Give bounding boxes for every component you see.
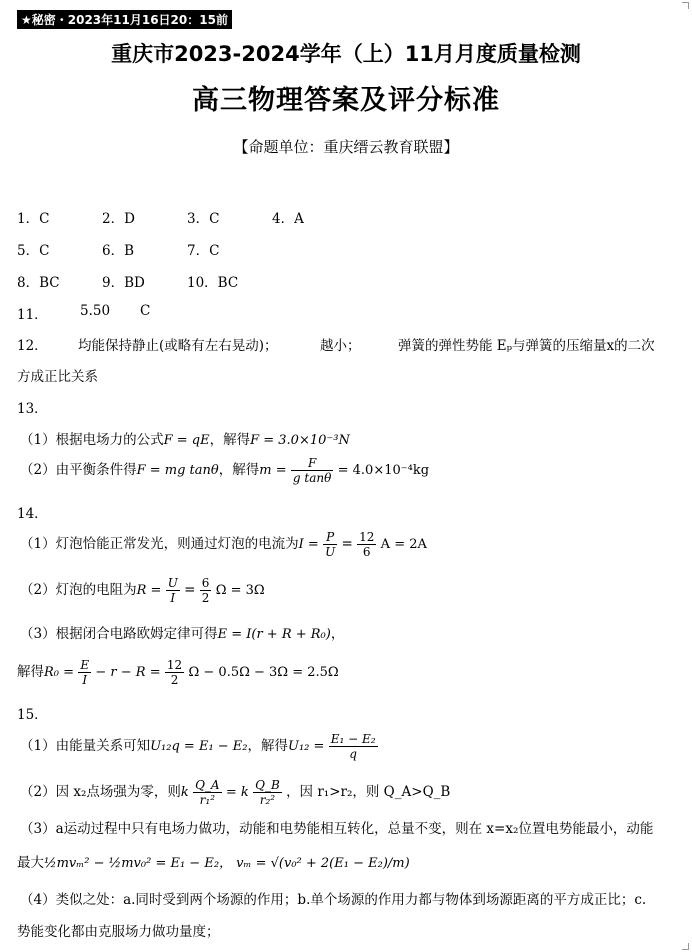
secret-mark: ★秘密・2023年11月16日20：15前 <box>17 10 232 29</box>
corner-mark-bottom <box>682 943 689 950</box>
answer-title: 高三物理答案及评分标准 <box>192 85 500 116</box>
answer-9: 9．BD <box>102 275 145 291</box>
q15-number: 15． <box>17 707 48 723</box>
corner-mark-top <box>682 2 689 9</box>
q12-answer-3: 弹簧的弹性势能 Eₚ与弹簧的压缩量x的二次 <box>398 338 655 354</box>
q15-part1: （1）由能量关系可知U₁₂q = E₁ − E₂，解得U₁₂ = $\frac{\text{E₁ − E₂}}{q}$ <box>20 732 376 761</box>
q14-part1: （1）灯泡恰能正常发光，则通过灯泡的电流为I = $\frac{P}{U}$ = $\frac{12}{6}$ A = 2A <box>20 530 427 559</box>
q12-number: 12． <box>17 338 48 354</box>
q14-part3: （3）根据闭合电路欧姆定律可得E = I(r + R + R₀)， <box>20 626 345 642</box>
q14-number: 14． <box>17 506 48 522</box>
q15-part3: （3）a运动过程中只有电场力做功，动能和电势能相互转化，总量不变，则在 x=x₂位置电势能最小，动能 <box>20 821 654 837</box>
q13-part2: （2）由平衡条件得F = mg tanθ，解得m = $\frac{F}{\text{g tanθ}}$ = 4.0×10⁻⁴kg <box>20 456 430 485</box>
q14-part4: 解得R₀ = $\frac{E}{I}$ − r − R = $\frac{12}{2}$ Ω − 0.5Ω − 3Ω = 2.5Ω <box>17 658 339 687</box>
answer-4: 4．A <box>272 211 304 227</box>
q12-answer-3-cont: 方成正比关系 <box>17 369 98 385</box>
q13-part1: （1）根据电场力的公式F = qE，解得F = 3.0×10⁻³N <box>20 432 350 448</box>
q15-part3-cont: 最大½mvₘ² − ½mv₀² = E₁ − E₂， vₘ = √(v₀² + 2(E₁ − E₂)/m) <box>17 855 410 871</box>
answer-6: 6．B <box>102 243 135 259</box>
answer-1: 1．C <box>17 211 50 227</box>
answer-2: 2．D <box>102 211 135 227</box>
q11-number: 11． <box>17 307 48 323</box>
answer-10: 10．BC <box>187 275 239 291</box>
answer-8: 8．BC <box>17 275 60 291</box>
q15-part2: （2）因 x₂点场强为零，则k $\frac{Q\_A}{\text{r₁²}}$ = k $\frac{Q\_B}{\text{r₂²}}$ ，因 r₁>r₂，则 Q_A>Q_B <box>20 778 451 807</box>
q13-number: 13． <box>17 401 48 417</box>
answer-3: 3．C <box>187 211 220 227</box>
exam-title: 重庆市2023-2024学年（上）11月月度质量检测 <box>111 42 581 66</box>
q15-part4-cont: 势能变化都由克服场力做功量度； <box>17 924 220 940</box>
q15-part4: （4）类似之处：a.同时受到两个场源的作用；b.单个场源的作用力都与物体到场源距离的平方成正比；c. <box>20 892 647 908</box>
q11-answer-1: 5.50 <box>80 303 111 319</box>
q12-answer-1: 均能保持静止(或略有左右晃动)； <box>78 338 278 354</box>
q14-part2: （2）灯泡的电阻为R = $\frac{U}{I}$ = $\frac{6}{2}$ Ω = 3Ω <box>20 576 265 605</box>
answer-5: 5．C <box>17 243 50 259</box>
fraction: $\frac{F}{\text{g tanθ}}$ <box>292 456 332 485</box>
issuer-line: 【命题单位：重庆缙云教育联盟】 <box>233 138 459 156</box>
answer-7: 7．C <box>187 243 220 259</box>
q12-answer-2: 越小； <box>320 338 361 354</box>
q11-answer-2: C <box>140 303 151 319</box>
